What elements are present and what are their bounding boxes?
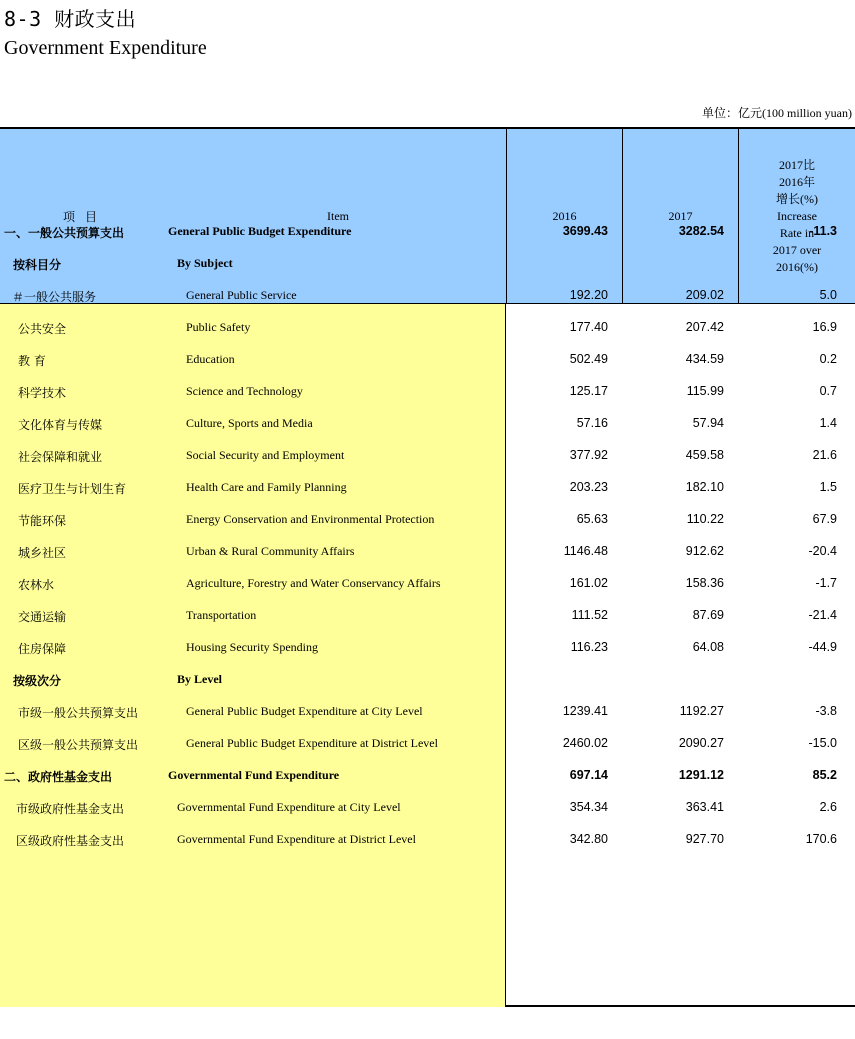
row-item-en: Transportation [186,608,257,622]
row-increase-rate: 85.2 [812,768,837,782]
unit-label-en: (100 million yuan) [762,106,852,120]
row-value-2016: 57.16 [576,416,608,430]
header-rate-line: 2017比 [778,157,815,172]
row-value-2017: 64.08 [692,640,724,654]
row-value-2017: 3282.54 [678,224,724,238]
table-row [0,216,855,248]
header-rate-line: 2017 over [772,242,822,257]
row-increase-rate: -1.7 [815,576,837,590]
row-increase-rate: -44.9 [808,640,837,654]
row-item-cn: 节能环保 [18,514,67,528]
row-item-en: General Public Budget Expenditure at District Level [186,736,438,750]
row-value-2016: 125.17 [569,384,608,398]
table-row [0,312,855,344]
row-item-cn: 区级一般公共预算支出 [18,738,139,752]
table-row [0,568,855,600]
row-value-2016: 1239.41 [562,704,608,718]
row-value-2016: 3699.43 [562,224,608,238]
row-increase-rate: 0.7 [819,384,837,398]
header-rate-line: 2016年 [778,174,815,189]
row-item-en: Science and Technology [186,384,303,398]
unit-label [702,104,852,121]
row-item-cn: 文化体育与传媒 [18,418,103,432]
row-item-cn: 区级政府性基金支出 [16,834,125,848]
row-increase-rate: -15.0 [808,736,837,750]
header-rate-line: 2016(%) [775,259,818,274]
row-item-en: Governmental Fund Expenditure at District Level [177,832,416,846]
table-row [0,344,855,376]
row-increase-rate: -21.4 [808,608,837,622]
row-item-cn: ＃一般公共服务 [12,290,97,304]
row-item-en: Public Safety [186,320,251,334]
expenditure-table [0,127,855,1007]
row-item-cn: 住房保障 [18,642,67,656]
row-item-en: Governmental Fund Expenditure [168,768,340,782]
header-2016: 2016 [506,129,622,303]
row-item-cn: 二、政府性基金支出 [4,770,113,784]
row-value-2016: 116.23 [570,640,608,654]
row-item-cn: 农林水 [18,578,55,592]
table-row [0,632,855,664]
row-value-2016: 354.34 [569,800,608,814]
row-value-2017: 110.22 [686,512,724,526]
table-row [0,696,855,728]
row-item-cn: 教 育 [18,354,46,368]
row-value-2016: 203.23 [569,480,608,494]
row-value-2017: 57.94 [692,416,724,430]
row-value-2017: 912.62 [685,544,724,558]
row-value-2016: 161.02 [569,576,608,590]
row-item-en: General Public Budget Expenditure [168,224,352,238]
row-increase-rate: 1.4 [819,416,837,430]
row-increase-rate: -20.4 [808,544,837,558]
row-increase-rate: 16.9 [812,320,837,334]
row-increase-rate: 21.6 [812,448,837,462]
row-value-2017: 1291.12 [678,768,724,782]
row-increase-rate: 2.6 [819,800,837,814]
table-row [0,248,855,280]
row-increase-rate: 1.5 [819,480,837,494]
row-value-2017: 1192.27 [679,704,724,718]
row-value-2017: 434.59 [685,352,724,366]
header-rate-line: 增长(%) [775,191,818,206]
row-increase-rate: 5.0 [819,288,837,302]
row-value-2017: 363.41 [685,800,724,814]
table-row [0,792,855,824]
row-value-2017: 2090.27 [678,736,724,750]
table-row [0,408,855,440]
row-item-cn: 社会保障和就业 [18,450,103,464]
row-item-en: Housing Security Spending [186,640,318,654]
row-item-en: Social Security and Employment [186,448,345,462]
table-row [0,280,855,312]
row-value-2016: 342.80 [569,832,608,846]
row-value-2017: 209.02 [685,288,724,302]
row-increase-rate: 0.2 [819,352,837,366]
row-increase-rate: -3.8 [815,704,837,718]
row-item-cn: 医疗卫生与计划生育 [18,482,127,496]
header-rate-line: Increase [777,208,817,223]
row-item-en: By Subject [177,256,233,270]
page-title-en: Government Expenditure [4,37,207,59]
table-row [0,536,855,568]
row-value-2017: 459.58 [685,448,724,462]
row-value-2016: 177.40 [569,320,608,334]
row-value-2016: 111.52 [571,608,608,622]
row-item-en: General Public Budget Expenditure at City Level [186,704,423,718]
row-item-en: Education [186,352,235,366]
row-item-en: Culture, Sports and Media [186,416,313,430]
row-item-en: Health Care and Family Planning [186,480,347,494]
row-value-2016: 2460.02 [562,736,608,750]
table-row [0,728,855,760]
row-value-2016: 377.92 [569,448,608,462]
row-item-cn: 一、一般公共预算支出 [4,226,125,240]
row-item-cn: 交通运输 [18,610,67,624]
row-item-cn: 科学技术 [18,386,67,400]
row-value-2017: 182.10 [685,480,724,494]
row-value-2017: 207.42 [685,320,724,334]
unit-label-cn: 单位：亿元 [701,106,762,120]
row-value-2017: 158.36 [685,576,724,590]
table-row [0,600,855,632]
row-increase-rate: 67.9 [812,512,837,526]
row-value-2017: 927.70 [685,832,724,846]
row-item-en: Energy Conservation and Environmental Protection [186,512,435,526]
table-row [0,760,855,792]
row-value-2016: 1146.48 [563,544,608,558]
table-row [0,504,855,536]
row-item-cn: 按科目分 [13,258,62,272]
row-value-2017: 87.69 [692,608,724,622]
row-item-cn: 公共安全 [18,322,67,336]
table-row [0,376,855,408]
row-item-en: General Public Service [186,288,297,302]
row-item-cn: 按级次分 [13,674,62,688]
header-rate-line: Rate in [779,225,815,240]
row-value-2016: 697.14 [569,768,608,782]
row-value-2016: 192.20 [569,288,608,302]
page-title-cn: 8-3 财政支出 [4,7,137,31]
row-item-cn: 城乡社区 [18,546,67,560]
row-item-en: Agriculture, Forestry and Water Conservancy Affairs [186,576,441,590]
row-item-cn: 市级一般公共预算支出 [18,706,139,720]
row-increase-rate: 170.6 [805,832,837,846]
row-value-2016: 65.63 [576,512,608,526]
row-item-en: Urban & Rural Community Affairs [186,544,355,558]
row-item-cn: 市级政府性基金支出 [16,802,125,816]
row-item-en: Governmental Fund Expenditure at City Level [177,800,401,814]
header-item-cn: 项目 [62,209,107,224]
table-row [0,440,855,472]
header-2017: 2017 [622,129,738,303]
row-value-2016: 502.49 [569,352,608,366]
table-row [0,472,855,504]
row-increase-rate: -11.3 [809,224,837,238]
row-item-en: By Level [177,672,222,686]
header-item-en: Item [327,208,349,223]
table-row [0,824,855,856]
row-value-2017: 115.99 [686,384,724,398]
table-row [0,664,855,696]
